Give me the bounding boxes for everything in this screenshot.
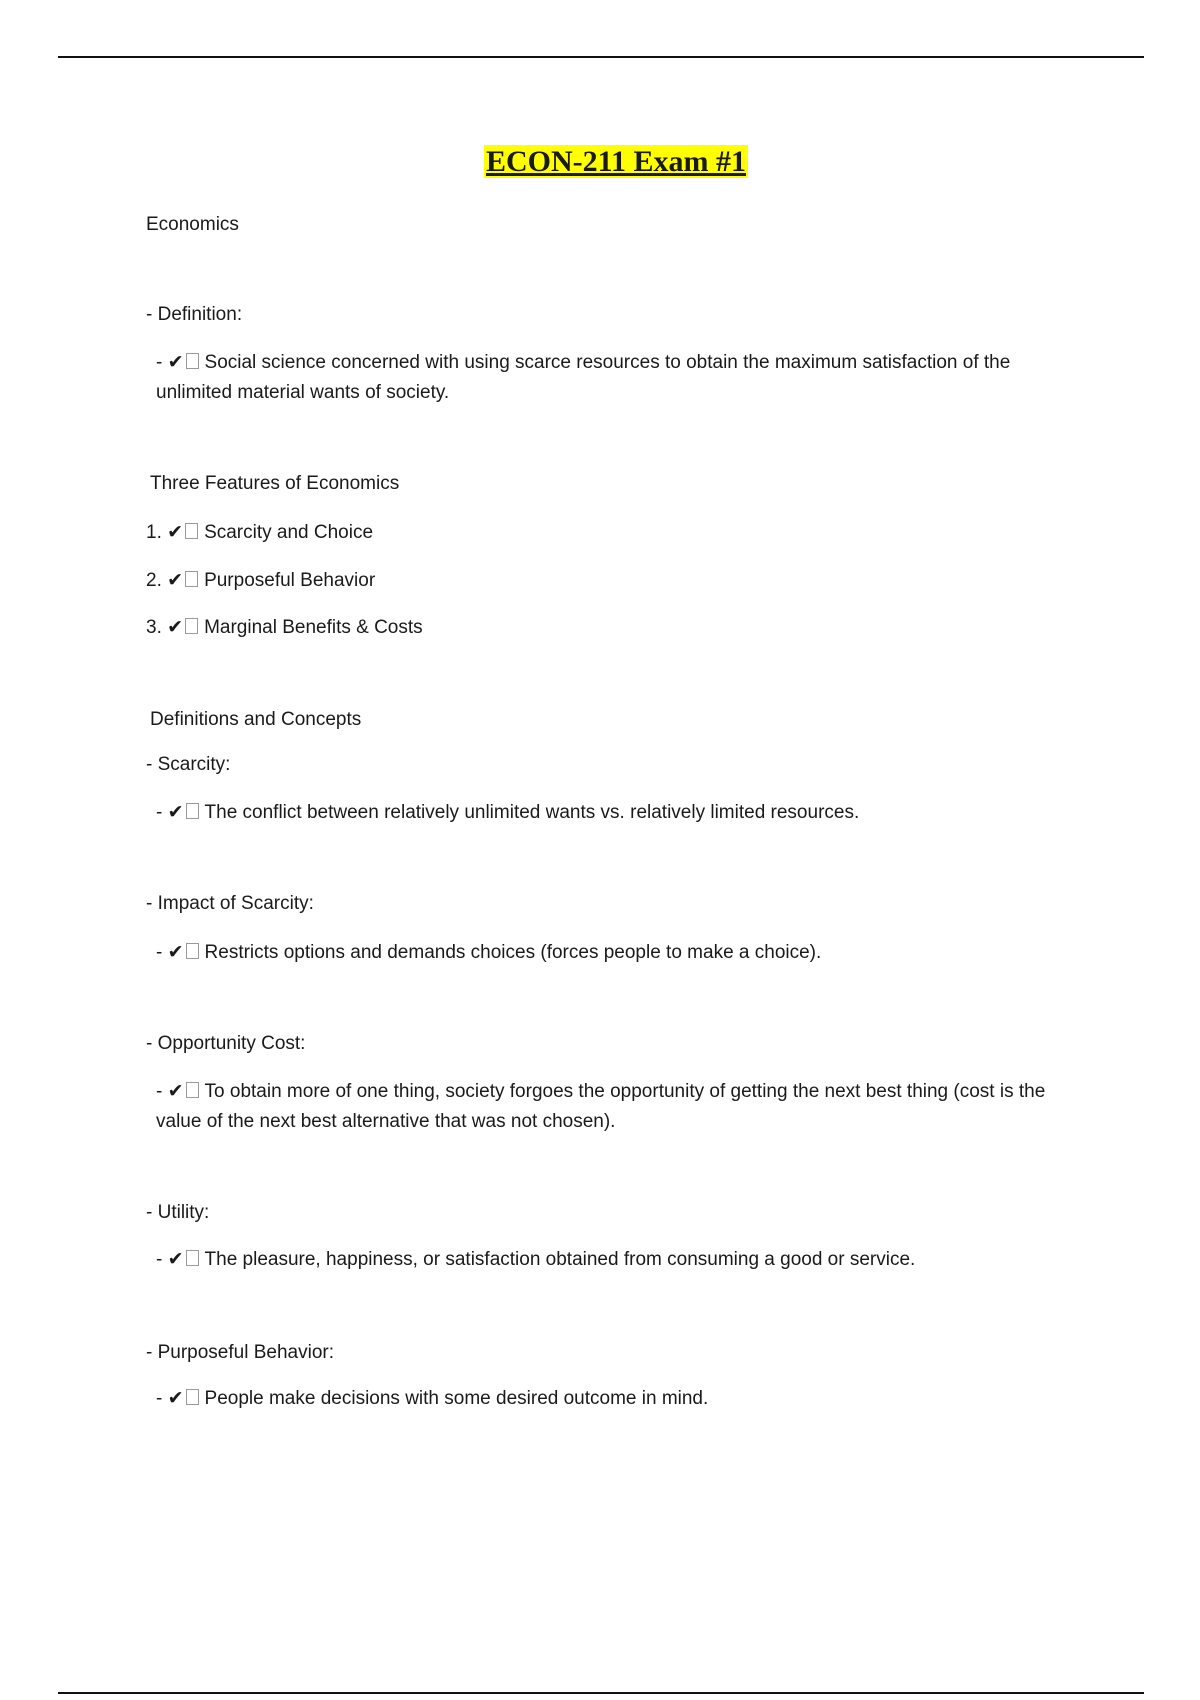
concept-label-purposeful-behavior: - Purposeful Behavior:: [146, 1342, 334, 1363]
list-item: 3. ✔ Marginal Benefits & Costs: [146, 613, 1076, 643]
checkbox-icon: [185, 571, 198, 587]
checkbox-icon: [186, 1250, 199, 1266]
definition-label: - Definition:: [146, 304, 243, 325]
header-rule: [58, 56, 1144, 58]
list-item: 2. ✔ Purposeful Behavior: [146, 566, 1076, 596]
concepts-heading: Definitions and Concepts: [150, 709, 362, 730]
concept-answer-scarcity: - ✔ The conflict between relatively unlimited wants vs. relatively limited resources.: [146, 798, 1086, 828]
check-icon: ✔: [167, 942, 184, 963]
concept-label-scarcity: - Scarcity:: [146, 754, 231, 775]
concept-label-opportunity-cost: - Opportunity Cost:: [146, 1033, 306, 1054]
concept-answer-utility: - ✔ The pleasure, happiness, or satisfaction obtained from consuming a good or service.: [146, 1245, 1086, 1275]
check-icon: ✔: [167, 1249, 184, 1270]
check-icon: ✔: [167, 1388, 184, 1409]
concept-label-utility: - Utility:: [146, 1202, 210, 1223]
checkbox-icon: [185, 618, 198, 634]
checkbox-icon: [186, 943, 199, 959]
check-icon: ✔: [167, 522, 184, 543]
features-heading: Three Features of Economics: [150, 473, 400, 494]
subject-label: Economics: [146, 214, 239, 235]
concept-answer-opportunity-cost: - ✔ To obtain more of one thing, society forgoes the opportunity of getting the next best thing (cost is the value of the next best alternative that was not chosen).: [146, 1077, 1086, 1137]
checkbox-icon: [186, 1082, 199, 1098]
checkbox-icon: [186, 353, 199, 369]
list-item: 1. ✔ Scarcity and Choice: [146, 518, 1076, 548]
checkbox-icon: [185, 523, 198, 539]
check-icon: ✔: [167, 352, 184, 373]
concept-answer-purposeful-behavior: - ✔ People make decisions with some desired outcome in mind.: [146, 1384, 1086, 1414]
check-icon: ✔: [167, 802, 184, 823]
checkbox-icon: [186, 1389, 199, 1405]
page-title: ECON-211 Exam #1: [485, 145, 746, 178]
concept-label-impact: - Impact of Scarcity:: [146, 893, 314, 914]
check-icon: ✔: [167, 1081, 184, 1102]
check-icon: ✔: [167, 617, 184, 638]
concept-answer-impact: - ✔ Restricts options and demands choices (forces people to make a choice).: [146, 938, 1086, 968]
check-icon: ✔: [167, 570, 184, 591]
footer-rule: [58, 1692, 1144, 1694]
checkbox-icon: [186, 803, 199, 819]
definition-answer: - ✔ Social science concerned with using scarce resources to obtain the maximum satisfaction of the unlimited material wants of society.: [146, 348, 1086, 408]
